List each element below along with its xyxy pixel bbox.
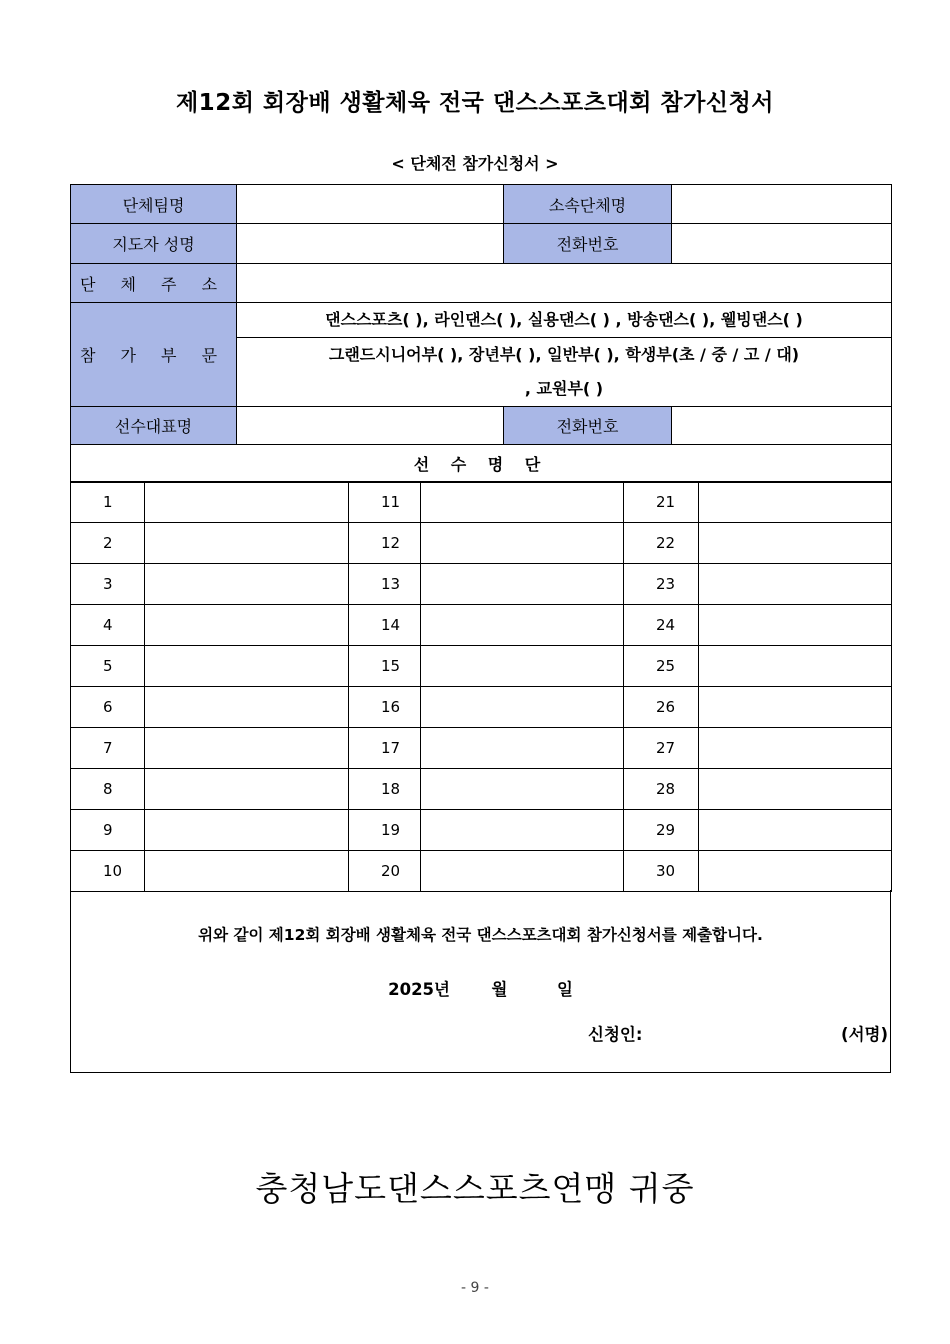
roster-number: 2 <box>71 523 145 564</box>
roster-number: 23 <box>624 564 699 605</box>
roster-number: 14 <box>349 605 421 646</box>
roster-name-field[interactable] <box>699 769 892 810</box>
roster-name-field[interactable] <box>421 687 624 728</box>
date-year: 2025년 <box>388 980 450 999</box>
roster-number: 22 <box>624 523 699 564</box>
roster-name-field[interactable] <box>699 810 892 851</box>
roster-name-field[interactable] <box>145 851 349 892</box>
roster-number: 15 <box>349 646 421 687</box>
roster-number: 19 <box>349 810 421 851</box>
roster-number: 16 <box>349 687 421 728</box>
roster-number: 3 <box>71 564 145 605</box>
phone-label-2: 전화번호 <box>504 407 672 445</box>
roster-name-field[interactable] <box>421 482 624 523</box>
roster-name-field[interactable] <box>421 728 624 769</box>
signature-label: (서명) <box>841 1025 888 1044</box>
roster-name-field[interactable] <box>421 564 624 605</box>
coach-name-field[interactable] <box>237 224 504 264</box>
roster-row <box>71 851 892 892</box>
page-number: - 9 - <box>461 1280 489 1296</box>
roster-row <box>71 769 892 810</box>
roster-name-field[interactable] <box>145 564 349 605</box>
roster-number: 21 <box>624 482 699 523</box>
roster-number: 26 <box>624 687 699 728</box>
roster-number: 13 <box>349 564 421 605</box>
roster-row <box>71 728 892 769</box>
declaration-date <box>71 976 890 1000</box>
roster-number: 29 <box>624 810 699 851</box>
roster-number: 25 <box>624 646 699 687</box>
roster-name-field[interactable] <box>699 851 892 892</box>
roster-heading: 선 수 명 단 <box>71 445 892 483</box>
roster-row <box>71 810 892 851</box>
roster-name-field[interactable] <box>699 728 892 769</box>
roster-row <box>71 646 892 687</box>
org-name-label: 소속단체명 <box>504 185 672 224</box>
roster-name-field[interactable] <box>145 687 349 728</box>
roster-number: 5 <box>71 646 145 687</box>
roster-number: 28 <box>624 769 699 810</box>
date-day: 일 <box>556 980 573 999</box>
category-label: 참 가 부 문 <box>71 303 237 407</box>
roster-number: 7 <box>71 728 145 769</box>
representative-label: 선수대표명 <box>71 407 237 445</box>
phone-field[interactable] <box>672 224 892 264</box>
roster-name-field[interactable] <box>145 523 349 564</box>
roster-name-field[interactable] <box>421 523 624 564</box>
roster-name-field[interactable] <box>145 605 349 646</box>
roster-name-field[interactable] <box>699 605 892 646</box>
roster-name-field[interactable] <box>699 687 892 728</box>
category-line-3: , 교원부( ) <box>524 379 604 398</box>
roster-name-field[interactable] <box>699 523 892 564</box>
category-line-1: 댄스스포츠( ), 라인댄스( ), 실용댄스( ) , 방송댄스( ), 웰빙댄스( ) <box>325 310 803 329</box>
roster-name-field[interactable] <box>145 769 349 810</box>
roster-name-field[interactable] <box>699 482 892 523</box>
category-line-2: 그랜드시니어부( ), 장년부( ), 일반부( ), 학생부(초 / 중 / 고 / 대) <box>237 337 891 372</box>
phone-field-2[interactable] <box>672 407 892 445</box>
org-name-field[interactable] <box>672 185 892 224</box>
roster-number: 20 <box>349 851 421 892</box>
roster-number: 18 <box>349 769 421 810</box>
roster-name-field[interactable] <box>145 728 349 769</box>
roster-name-field[interactable] <box>699 646 892 687</box>
roster-number: 27 <box>624 728 699 769</box>
roster-number: 11 <box>349 482 421 523</box>
declaration-text: 위와 같이 제12회 회장배 생활체육 전국 댄스스포츠대회 참가신청서를 제출합니다. <box>198 926 763 944</box>
roster-name-field[interactable] <box>421 605 624 646</box>
roster-name-field[interactable] <box>145 646 349 687</box>
address-field[interactable] <box>237 264 892 303</box>
category-options[interactable] <box>237 303 892 407</box>
roster-name-field[interactable] <box>145 482 349 523</box>
roster-name-field[interactable] <box>421 646 624 687</box>
addressee: 충청남도댄스스포츠연맹 귀중 <box>255 1169 695 1208</box>
coach-name-label: 지도자 성명 <box>71 224 237 264</box>
application-form-table <box>70 184 892 483</box>
roster-number: 30 <box>624 851 699 892</box>
applicant-label: 신청인: <box>588 1025 643 1044</box>
date-month: 월 <box>491 980 508 999</box>
roster-name-field[interactable] <box>421 810 624 851</box>
roster-name-field[interactable] <box>699 564 892 605</box>
roster-number: 9 <box>71 810 145 851</box>
roster-row <box>71 687 892 728</box>
declaration-box <box>70 890 891 1073</box>
document-title: 제12회 회장배 생활체육 전국 댄스스포츠대회 참가신청서 <box>175 90 775 116</box>
roster-name-field[interactable] <box>145 810 349 851</box>
roster-number: 8 <box>71 769 145 810</box>
roster-number: 1 <box>71 482 145 523</box>
team-name-field[interactable] <box>237 185 504 224</box>
roster-row <box>71 564 892 605</box>
roster-number: 17 <box>349 728 421 769</box>
roster-name-field[interactable] <box>421 851 624 892</box>
phone-label: 전화번호 <box>504 224 672 264</box>
roster-number: 24 <box>624 605 699 646</box>
roster-name-field[interactable] <box>421 769 624 810</box>
address-label: 단 체 주 소 <box>71 264 237 303</box>
team-name-label: 단체팀명 <box>71 185 237 224</box>
roster-number: 10 <box>71 851 145 892</box>
roster-row <box>71 605 892 646</box>
roster-row <box>71 482 892 523</box>
roster-table <box>70 481 892 892</box>
form-subtitle: < 단체전 참가신청서 > <box>391 154 559 173</box>
roster-number: 4 <box>71 605 145 646</box>
roster-number: 6 <box>71 687 145 728</box>
roster-number: 12 <box>349 523 421 564</box>
roster-row <box>71 523 892 564</box>
representative-field[interactable] <box>237 407 504 445</box>
